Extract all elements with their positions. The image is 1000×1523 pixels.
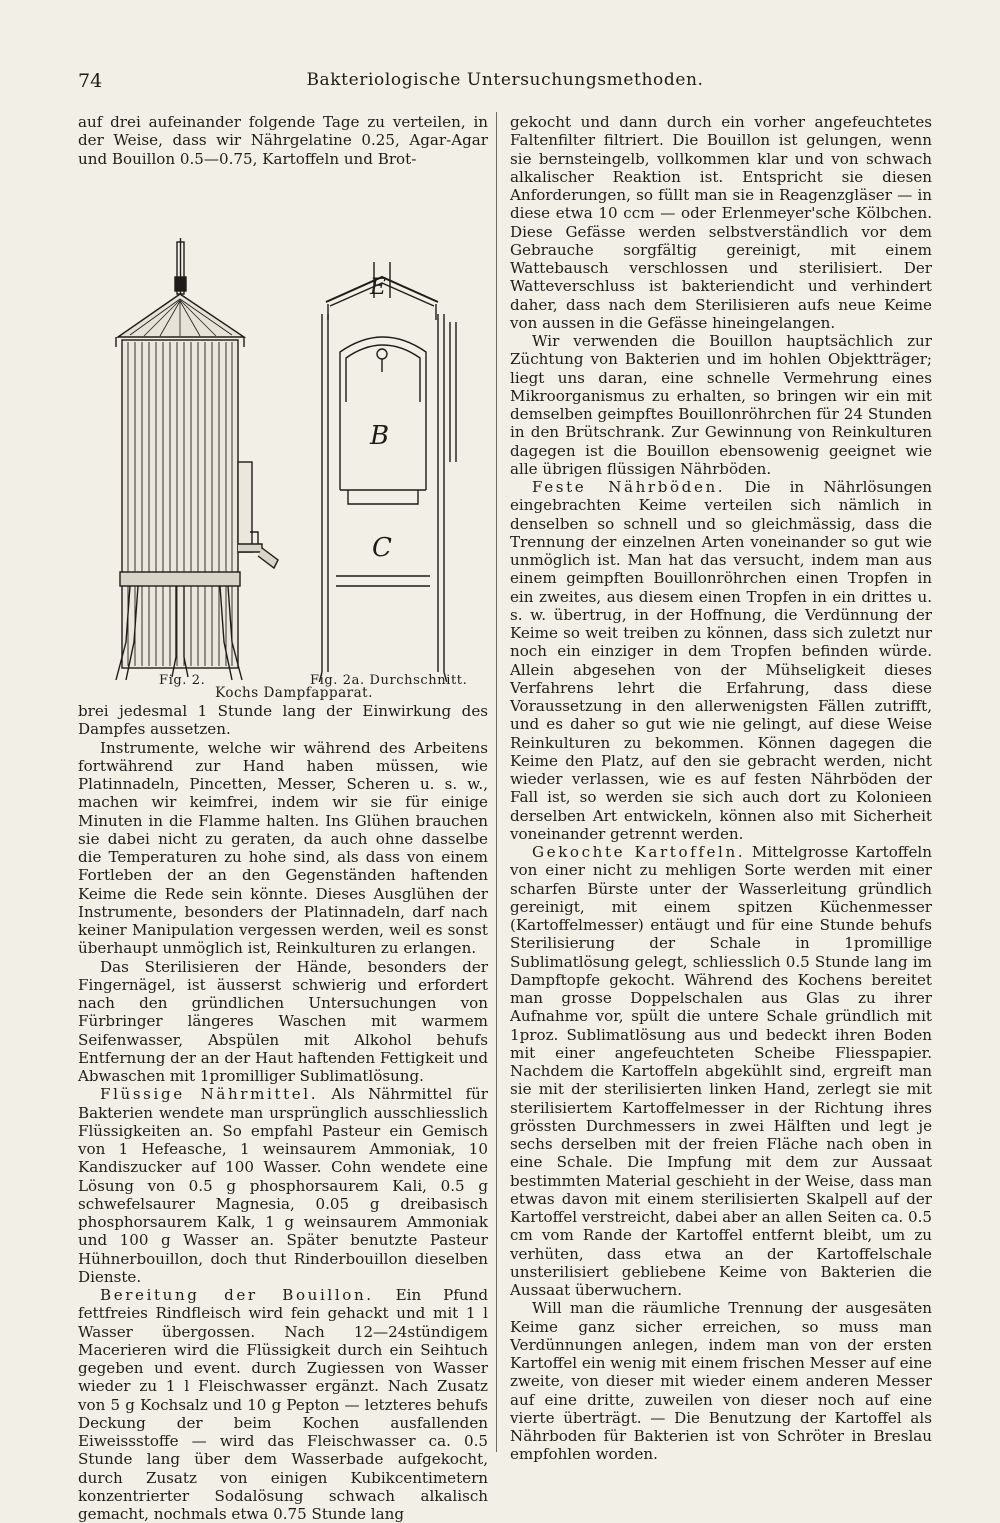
section-heading: Gekochte Kartoffeln. — [532, 843, 746, 861]
figure-label-fig2a: Fig. 2a. Durchschnitt. — [310, 672, 468, 688]
page-number: 74 — [78, 70, 103, 92]
paragraph: Wir verwenden die Bouillon hauptsächlich zur Züchtung von Bakterien und im hohlen Objektträger; liegt uns daran, eine schnelle Vermehrung eines Mikroorganismus zu erhalten, so bringen wir ein mit demselben geimpftes Bouillonröhrchen für 24 Stunden in den Brütschrank. Zur Gewinnung von Reinkulturen dagegen ist die Bouillon ebensowenig geeignet wie alle übrigen flüssigen Nährböden. — [510, 332, 932, 478]
paragraph: Das Sterilisieren der Hände, besonders der Fingernägel, ist äusserst schwierig und erfordert nach den gründlichen Untersuchungen von Fürbringer längeres Waschen mit warmem Seifenwasser, Abspülen mit Alkohol behufs Entfernung der an der Haut haftenden Fettigkeit und Abwaschen mit 1promilliger Sublimatlösung. — [78, 957, 488, 1085]
running-title: Bakteriologische Untersuchungsmethoden. — [306, 70, 704, 90]
paragraph: Instrumente, welche wir während des Arbeitens fortwährend zur Hand haben müssen, wie Platinnadeln, Pincetten, Messer, Scheren u. s. w., machen wir keimfrei, indem wir sie für einige Minuten in die Flamme halten. Ins Glühen brauchen sie dabei nicht zu geraten, da auch ohne dasselbe die Temperaturen zu hohe sind, als dass von einem Fortleben der an den Gegenständen haftenden Keime die Rede sein könnte. Dieses Ausglühen der Instrumente, besonders der Platinnadeln, darf nach keiner Manipulation vergessen werden, weil es sonst überhaupt unmöglich ist, Reinkulturen zu erlangen. — [78, 738, 488, 958]
figure-steam-apparatus — [78, 172, 488, 688]
figure-caption: Kochs Dampfapparat. — [215, 684, 373, 701]
section-text: Die in Nährlösungen eingebrachten Keime verteilen sich nämlich in denselben so schnell und so gleichmässig, dass die Trennung der einzelnen Arten voneinander so gut wie unmöglich ist. Man hat das versucht, indem man aus einem geimpften Bouillonröhrchen einen Tropfen in ein zweites, aus diesem einen Tropfen in ein drittes u. s. w. übertrug, in der Hoffnung, die Verdünnung der Keime so weit treiben zu können, dass sich zuletzt nur noch ein einziger in dem Tropfen befinden würde. Allein abgesehen von der Mühseligkeit dieses Verfahrens lehrt die Erfahrung, dass diese Voraussetzung in den allerwenigsten Fällen zutrifft, und es daher so gut wie nie gelingt, auf diese Weise Reinkulturen zu bekommen. Können dagegen die Keime den Platz, auf den sie gebracht werden, nicht wieder verlassen, wie es auf festen Nährböden der Fall ist, so werden sie sich auch dort zu Kolonieen derselben Art entwickeln, können also mit Sicherheit voneinander getrennt werden. — [510, 478, 932, 843]
section-text: Ein Pfund fettfreies Rindfleisch wird fein gehackt und mit 1 l Wasser übergossen. Nach 12—24stündigem Macerieren wird die Flüssigkeit durch ein Seihtuch gegeben und event. durch Zugiessen von Wasser wieder zu 1 l Fleischwasser ergänzt. Nach Zusatz von 5 g Kochsalz und 10 g Pepton — letzteres behufs Deckung der beim Kochen ausfallenden Eiweissstoffe — wird das Fleischwasser ca. 0.5 Stunde lang über dem Wasserbade aufgekocht, durch Zusatz von einigen Kubikcentimetern konzentrierter Sodalösung schwach alkalisch gemacht, nochmals etwa 0.75 Stunde lang — [78, 1286, 488, 1523]
steam-apparatus-illustration — [78, 172, 488, 682]
right-column — [510, 113, 932, 1464]
section-heading: Bereitung der Bouillon. — [100, 1286, 374, 1304]
column-divider — [496, 112, 497, 1452]
section-heading: Feste Nährböden. — [532, 478, 726, 496]
section-heading: Flüssige Nährmittel. — [100, 1085, 319, 1104]
left-column — [78, 113, 488, 1523]
paragraph: brei jedesmal 1 Stunde lang der Einwirkung des Dampfes aussetzen. — [78, 702, 488, 739]
paragraph-section — [510, 843, 932, 1299]
page-header — [78, 70, 932, 100]
fig-letter-b: B — [370, 420, 390, 451]
figure-label-fig2: Fig. 2. — [159, 672, 206, 688]
fig-letter-c: C — [372, 532, 392, 563]
paragraph-section — [78, 1085, 488, 1286]
paragraph: auf drei aufeinander folgende Tage zu verteilen, in der Weise, dass wir Nährgelatine 0.25, Agar-Agar und Bouillon 0.5—0.75, Kartoffeln und Brot- — [78, 113, 488, 168]
fig-letter-e: E — [370, 274, 387, 300]
paragraph: Will man die räumliche Trennung der ausgesäten Keime ganz sicher erreichen, so muss man Verdünnungen anlegen, indem man von der ersten Kartoffel ein wenig mit einem frischen Messer auf eine zweite, von dieser mit wieder einem anderen Messer auf eine dritte, zuweilen von dieser noch auf eine vierte überträgt. — Die Benutzung der Kartoffel als Nährboden für Bakterien ist von Schröter in Breslau empfohlen worden. — [510, 1299, 932, 1464]
paragraph-section — [78, 1286, 488, 1523]
paragraph-section — [510, 478, 932, 843]
section-text: Mittelgrosse Kartoffeln von einer nicht zu mehligen Sorte werden mit einer scharfen Bürste unter der Wasserleitung gründlich gereinigt, mit einem spitzen Küchenmesser (Kartoffelmesser) entäugt und für eine Stunde behufs Sterilisierung der Schale in 1promillige Sublimatlösung gelegt, schliesslich 0.5 Stunde lang im Dampftopfe gekocht. Während des Kochens bereitet man grosse Doppelschalen aus Glas zu ihrer Aufnahme vor, spült die untere Schale gründlich mit 1proz. Sublimatlösung aus und bedeckt ihren Boden mit einer angefeuchteten Scheibe Fliesspapier. Nachdem die Kartoffeln abgekühlt sind, ergreift man sie mit der sterilisierten linken Hand, zerlegt sie mit sterilisiertem Kartoffelmesser in der Richtung ihres grössten Durchmessers in zwei Hälften und legt je sechs derselben mit der freien Fläche nach oben in eine Schale. Die Impfung mit dem zur Aussaat bestimmten Material geschieht in der Weise, dass man etwas davon mit einem sterilisierten Skalpell auf der Kartoffel verstreicht, dabei aber an allen Seiten ca. 0.5 cm vom Rande der Kartoffel entfernt bleibt, um zu verhüten, dass etwa an der Kartoffelschale unsterilisiert gebliebene Keime von Bakterien die Aussaat überwuchern. — [510, 843, 932, 1299]
section-text: Als Nährmittel für Bakterien wendete man ursprünglich ausschliesslich Flüssigkeiten an. So empfahl Pasteur ein Gemisch von 1 Hefeasche, 1 weinsaurem Ammoniak, 10 Kandiszucker auf 100 Wasser. Cohn wendete eine Lösung von 0.5 g phosphorsaurem Kali, 0.5 g schwefelsaurer Magnesia, 0.05 g dreibasisch phosphorsaurem Kalk, 1 g weinsaurem Ammoniak und 100 g Wasser an. Später benutzte Pasteur Hühnerbouillon, doch thut Rinderbouillon dieselben Dienste. — [78, 1085, 489, 1286]
paragraph: gekocht und dann durch ein vorher angefeuchtetes Faltenfilter filtriert. Die Bouillon ist gelungen, wenn sie bernsteingelb, vollkommen klar und von schwach alkalischer Reaktion ist. Entspricht sie diesen Anforderungen, so füllt man sie in Reagenzgläser — in diese etwa 10 ccm — oder Erlenmeyer'sche Kölbchen. Diese Gefässe werden selbstverständlich vor dem Gebrauche sorgfältig gereinigt, mit einem Wattebausch verschlossen und sterilisiert. Der Watteverschluss ist bakteriendicht und verhindert daher, dass nach dem Sterilisieren aufs neue Keime von aussen in die Gefässe hineingelangen. — [510, 113, 932, 332]
